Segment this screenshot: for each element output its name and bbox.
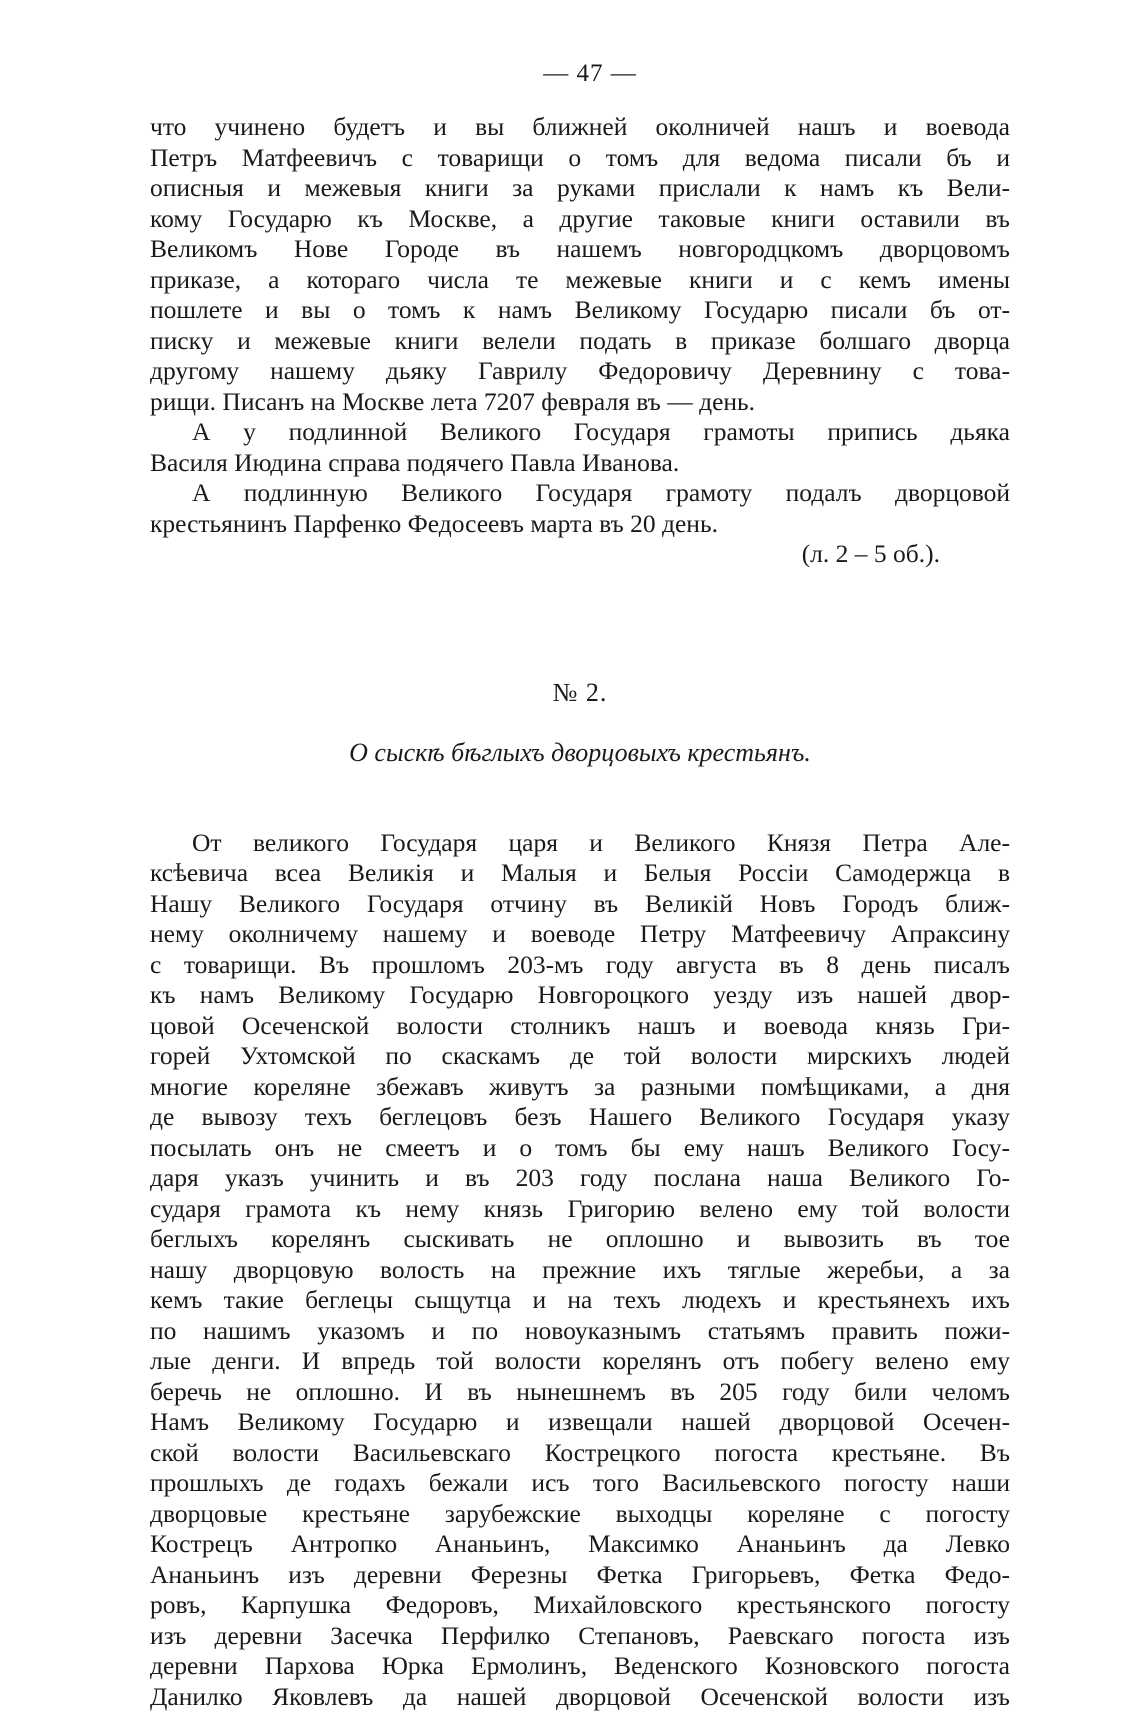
- text-line: писку и межевые книги велели подать в приказе болшаго дворца: [150, 325, 1010, 355]
- text-line: Нашу Великого Государя отчину въ Великій Новъ Городъ ближ-: [150, 888, 1010, 918]
- text-line: прошлыхъ де годахъ бежали исъ того Васильевского погосту наши: [150, 1468, 1010, 1497]
- text-line: кому Государю къ Москве, а другие таковые книги оставили въ: [150, 203, 1010, 233]
- text-line: горей Ухтомской по скаскамъ де той волости мирскихъ людей: [150, 1041, 1010, 1070]
- text-line: Намъ Великому Государю и извещали нашей дворцовой Осечен-: [150, 1407, 1010, 1436]
- page-number: — 47 —: [543, 60, 637, 87]
- text-line: сударя грамота къ нему князь Григорию велено ему той волости: [150, 1193, 1010, 1223]
- text-line: пошлете и вы о томъ к намъ Великому Государю писали бъ от-: [150, 295, 1010, 324]
- text-line: беглыхъ корелянъ сыскивать не оплошно и вывозить въ тое: [150, 1224, 1010, 1253]
- text-line: деревни Пархова Юрка Ермолинъ, Веденского Козновского погоста: [150, 1651, 1010, 1680]
- text-line: беречь не оплошно. И въ нынешнемъ въ 205 году били челомъ: [150, 1376, 1010, 1406]
- text-line: Петръ Матфеевичъ с товарищи о томъ для ведома писали бъ и: [150, 142, 1010, 172]
- document-page: [150, 60, 1010, 1712]
- text-line: ксѣевича всеа Великія и Малыя и Белыя Россіи Самодержца в: [150, 858, 1010, 887]
- text-line: с товарищи. Въ прошломъ 203-мъ году августа въ 8 день писалъ: [150, 949, 1010, 979]
- text-line: даря указъ учинить и въ 203 году послана наша Великого Го-: [150, 1163, 1010, 1192]
- text-line: де вывозу техъ беглецовъ безъ Нашего Великого Государя указу: [150, 1102, 1010, 1131]
- text-line: по нашимъ указомъ и по новоуказнымъ статьямъ править пожи-: [150, 1315, 1010, 1345]
- text-line: ровъ, Карпушка Федоровъ, Михайловского крестьянского погосту: [150, 1590, 1010, 1619]
- section-title: О сыскѣ бѣглыхъ дворцовыхъ крестьянъ.: [349, 737, 811, 767]
- text-line: А у подлинной Великого Государя грамоты припись дьяка: [192, 417, 1010, 446]
- text-line: многие кореляне збежавъ живутъ за разными помѣщиками, а дня: [150, 1071, 1010, 1101]
- text-line: посылать онъ не смеетъ и о томъ бы ему нашъ Великого Госу-: [150, 1132, 1010, 1162]
- archive-reference: (л. 2 – 5 об.).: [801, 539, 940, 568]
- letter-body: [150, 112, 1010, 417]
- text-line: крестьянинъ Парфенко Федосеевъ марта въ 20 день.: [150, 508, 718, 538]
- text-line: приказе, а котораго числа те межевые книги и с кемъ имены: [150, 264, 1010, 294]
- text-line: кемъ такие беглецы сыщутца и на техъ людехъ и крестьянехъ ихъ: [150, 1285, 1010, 1314]
- text-line: другому нашему дьяку Гаврилу Федоровичу Деревнину с това-: [150, 356, 1010, 385]
- text-line: Ананьинъ изъ деревни Ферезны Фетка Григорьевъ, Фетка Федо-: [150, 1559, 1010, 1589]
- text-line: Великомъ Нове Городе въ нашемъ новгородцкомъ дворцовомъ: [150, 234, 1010, 263]
- text-line: Кострецъ Антропко Ананьинъ, Максимко Ананьинъ да Левко: [150, 1529, 1010, 1558]
- text-line: къ намъ Великому Государю Новгороцкого уезду изъ нашей двор-: [150, 980, 1010, 1009]
- text-line: рищи. Писанъ на Москве лета 7207 февраля въ — день.: [150, 386, 756, 416]
- text-line: цовой Осеченской волости столникъ нашъ и воевода князь Гри-: [150, 1010, 1010, 1040]
- text-line: что учинено будетъ и вы ближней околничей нашъ и воевода: [150, 112, 1010, 141]
- signature-note: [150, 417, 1010, 478]
- text-line: описныя и межевыя книги за руками прислали к намъ къ Вели-: [150, 173, 1010, 202]
- text-line: лые денги. И впредь той волости корелянъ отъ побегу велено ему: [150, 1346, 1010, 1375]
- text-line: дворцовые крестьяне зарубежские выходцы кореляне с погосту: [150, 1498, 1010, 1528]
- delivery-note: [150, 478, 1010, 539]
- text-line: ской волости Васильевскаго Кострецкого погоста крестьяне. Въ: [150, 1437, 1010, 1467]
- section-number: № 2.: [552, 677, 608, 707]
- text-line: изъ деревни Засечка Перфилко Степановъ, Раевскаго погоста изъ: [150, 1620, 1010, 1650]
- text-line: А подлинную Великого Государя грамоту подалъ дворцовой: [192, 478, 1010, 507]
- text-line: От великого Государя царя и Великого Князя Петра Але-: [192, 827, 1010, 857]
- decree-body: [150, 828, 1010, 1713]
- text-line: нему околничему нашему и воеводе Петру Матфеевичу Апраксину: [150, 919, 1010, 948]
- text-line: Данилко Яковлевъ да нашей дворцовой Осеченской волости изъ: [150, 1681, 1010, 1711]
- text-line: нашу дворцовую волость на прежние ихъ тяглые жеребьи, а за: [150, 1254, 1010, 1284]
- text-line: Василя Июдина справа подячего Павла Иванова.: [150, 447, 680, 477]
